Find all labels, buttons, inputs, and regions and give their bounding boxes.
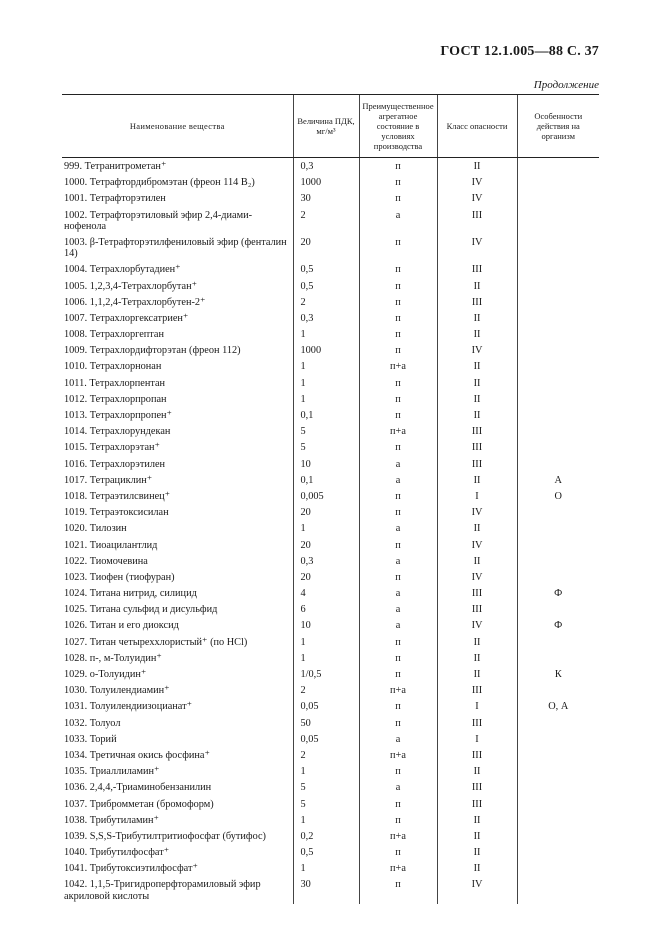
- hazard-class: IV: [437, 504, 517, 520]
- table-row: [62, 472, 599, 488]
- hazard-class: II: [437, 391, 517, 407]
- substance-name: 1031. Толуилендиизоцианат⁺: [64, 701, 193, 713]
- body-effect: [517, 375, 599, 391]
- body-effect: [517, 504, 599, 520]
- table-row: [62, 812, 599, 828]
- column-header-features: Особенности действия на организм: [517, 95, 599, 158]
- body-effect: Ф: [517, 617, 599, 633]
- table-row: [62, 844, 599, 860]
- aggregate-state: п: [359, 261, 437, 277]
- substance-name: 1028. п-, м-Толуидин⁺: [64, 652, 162, 664]
- continuation-label: Продолжение: [533, 79, 599, 91]
- substance-name: 1017. Тетрациклин⁺: [64, 474, 153, 486]
- hazard-class: I: [437, 731, 517, 747]
- hazard-class: I: [437, 488, 517, 504]
- pdk-value: 20: [293, 569, 359, 585]
- page-header: ГОСТ 12.1.005—88 С. 37: [440, 44, 599, 59]
- aggregate-state: п: [359, 698, 437, 714]
- hazard-class: II: [437, 763, 517, 779]
- body-effect: К: [517, 666, 599, 682]
- pdk-value: 0,5: [293, 277, 359, 293]
- body-effect: [517, 731, 599, 747]
- aggregate-state: п: [359, 158, 437, 175]
- body-effect: [517, 860, 599, 876]
- hazard-class: II: [437, 158, 517, 175]
- aggregate-state: а: [359, 585, 437, 601]
- pdk-value: 30: [293, 876, 359, 903]
- table-row: [62, 456, 599, 472]
- body-effect: [517, 569, 599, 585]
- body-effect: [517, 650, 599, 666]
- body-effect: [517, 326, 599, 342]
- body-effect: А: [517, 472, 599, 488]
- body-effect: [517, 310, 599, 326]
- table-row: [62, 617, 599, 633]
- pdk-value: 0,2: [293, 828, 359, 844]
- hazard-class: II: [437, 634, 517, 650]
- substance-name: 1020. Тилозин: [64, 523, 127, 535]
- substance-name: 1011. Тетрахлорпентан: [64, 377, 166, 389]
- hazard-class: II: [437, 860, 517, 876]
- substance-name: 1022. Тиомочевина: [64, 555, 148, 567]
- table-row: [62, 439, 599, 455]
- body-effect: [517, 158, 599, 175]
- hazard-class: IV: [437, 569, 517, 585]
- body-effect: [517, 747, 599, 763]
- substance-name: 1030. Толуилендиамин⁺: [64, 685, 170, 697]
- aggregate-state: п: [359, 666, 437, 682]
- pdk-value: 20: [293, 504, 359, 520]
- body-effect: Ф: [517, 585, 599, 601]
- substance-name: 1007. Тетрахлоргексатриен⁺: [64, 312, 189, 324]
- aggregate-state: п: [359, 763, 437, 779]
- substance-name: 1039. S,S,S-Трибутилтритиофосфат (бутифос): [64, 830, 266, 842]
- substance-name: 1009. Тетрахлордифторэтан (фреон 112): [64, 345, 241, 357]
- pdk-value: 0,005: [293, 488, 359, 504]
- pdk-value: 1/0,5: [293, 666, 359, 682]
- table-row: [62, 277, 599, 293]
- substance-name: 1036. 2,4,4,-Триаминобензанилин: [64, 782, 212, 794]
- pdk-value: 20: [293, 234, 359, 261]
- substance-name: 1027. Титан четыреххлористый⁺ (по HCl): [64, 636, 248, 648]
- hazard-class: III: [437, 439, 517, 455]
- aggregate-state: а: [359, 206, 437, 233]
- pdk-value: 10: [293, 456, 359, 472]
- body-effect: [517, 536, 599, 552]
- substance-name: 1029. о-Толуидин⁺: [64, 669, 147, 681]
- substance-name: 1040. Трибутилфосфат⁺: [64, 847, 170, 859]
- substance-name: 1008. Тетрахлоргептан: [64, 329, 165, 341]
- pdk-value: 5: [293, 779, 359, 795]
- table-row: [62, 828, 599, 844]
- substance-name: 1014. Тетрахлорундекан: [64, 426, 171, 438]
- pdk-value: 2: [293, 747, 359, 763]
- aggregate-state: п: [359, 504, 437, 520]
- table-row: [62, 731, 599, 747]
- pdk-value: 50: [293, 715, 359, 731]
- body-effect: [517, 682, 599, 698]
- table-row: [62, 698, 599, 714]
- column-header-pdk: Величина ПДК, мг/м³: [293, 95, 359, 158]
- body-effect: [517, 634, 599, 650]
- aggregate-state: п: [359, 634, 437, 650]
- body-effect: [517, 439, 599, 455]
- aggregate-state: п: [359, 715, 437, 731]
- substance-name: 1015. Тетрахлорэтан⁺: [64, 442, 160, 454]
- column-header-hazard-class: Класс опасности: [437, 95, 517, 158]
- table-row: [62, 190, 599, 206]
- hazard-class: III: [437, 715, 517, 731]
- hazard-class: IV: [437, 174, 517, 190]
- pdk-value: 0,3: [293, 158, 359, 175]
- table-row: [62, 342, 599, 358]
- aggregate-state: а: [359, 601, 437, 617]
- pdk-value: 1: [293, 860, 359, 876]
- hazard-class: III: [437, 585, 517, 601]
- aggregate-state: п+а: [359, 747, 437, 763]
- hazard-class: III: [437, 779, 517, 795]
- table-row: [62, 294, 599, 310]
- table-row: [62, 391, 599, 407]
- pdk-value: 30: [293, 190, 359, 206]
- substance-name: 1002. Тетрафторэтиловый эфир 2,4-диаминофенола: [64, 209, 253, 232]
- pdk-value: 0,5: [293, 261, 359, 277]
- pdk-value: 10: [293, 617, 359, 633]
- pdk-value: 0,1: [293, 407, 359, 423]
- pdk-value: 0,05: [293, 731, 359, 747]
- body-effect: [517, 715, 599, 731]
- substance-name: 1019. Тетраэтоксисилан: [64, 507, 169, 519]
- aggregate-state: п: [359, 650, 437, 666]
- body-effect: [517, 779, 599, 795]
- hazard-class: II: [437, 407, 517, 423]
- pdk-value: 5: [293, 439, 359, 455]
- hazard-class: II: [437, 828, 517, 844]
- aggregate-state: а: [359, 456, 437, 472]
- aggregate-state: п: [359, 812, 437, 828]
- aggregate-state: п: [359, 536, 437, 552]
- hazard-class: I: [437, 698, 517, 714]
- aggregate-state: а: [359, 553, 437, 569]
- hazard-class: III: [437, 682, 517, 698]
- table-row: [62, 682, 599, 698]
- hazard-class: III: [437, 795, 517, 811]
- table-row: [62, 407, 599, 423]
- hazard-class: II: [437, 277, 517, 293]
- pdk-value: 2: [293, 682, 359, 698]
- hazard-class: IV: [437, 190, 517, 206]
- table-row: [62, 779, 599, 795]
- hazard-class: II: [437, 553, 517, 569]
- aggregate-state: п: [359, 391, 437, 407]
- table-row: [62, 666, 599, 682]
- table-row: [62, 261, 599, 277]
- table-row: [62, 174, 599, 190]
- body-effect: [517, 520, 599, 536]
- pdk-value: 4: [293, 585, 359, 601]
- table-row: [62, 158, 599, 175]
- hazard-class: III: [437, 601, 517, 617]
- body-effect: О: [517, 488, 599, 504]
- hazard-class: III: [437, 206, 517, 233]
- hazard-class: III: [437, 456, 517, 472]
- hazard-class: III: [437, 423, 517, 439]
- body-effect: [517, 812, 599, 828]
- table-row: [62, 860, 599, 876]
- pdk-value: 5: [293, 795, 359, 811]
- aggregate-state: п: [359, 844, 437, 860]
- hazard-class: II: [437, 844, 517, 860]
- aggregate-state: п: [359, 326, 437, 342]
- pdk-value: 1: [293, 375, 359, 391]
- table-row: [62, 569, 599, 585]
- aggregate-state: а: [359, 731, 437, 747]
- aggregate-state: п: [359, 439, 437, 455]
- body-effect: [517, 190, 599, 206]
- substance-name: 999. Тетранитрометан⁺: [64, 161, 167, 172]
- table-row: [62, 423, 599, 439]
- hazard-class: IV: [437, 876, 517, 903]
- table-row: [62, 326, 599, 342]
- table-row: [62, 488, 599, 504]
- pdk-value: 1: [293, 391, 359, 407]
- hazard-class: III: [437, 747, 517, 763]
- aggregate-state: п: [359, 234, 437, 261]
- table-row: [62, 876, 599, 903]
- table-row: [62, 206, 599, 233]
- pdk-value: 0,3: [293, 310, 359, 326]
- hazard-class: II: [437, 310, 517, 326]
- table-row: [62, 553, 599, 569]
- substance-name: 1003. β-Тетрафторэтилфениловый эфир (фенталин 14): [64, 236, 287, 260]
- body-effect: [517, 358, 599, 374]
- pdk-value: 0,3: [293, 553, 359, 569]
- pdk-value: 1: [293, 520, 359, 536]
- body-effect: [517, 828, 599, 844]
- hazard-class: IV: [437, 617, 517, 633]
- pdk-value: 1: [293, 763, 359, 779]
- substance-name: 1032. Толуол: [64, 717, 121, 729]
- body-effect: [517, 456, 599, 472]
- hazard-class: IV: [437, 536, 517, 552]
- substance-name: 1042. 1,1,5-Тригидроперфторамиловый эфир акриловой кислоты: [64, 879, 261, 902]
- table-header-row: [62, 95, 599, 158]
- aggregate-state: а: [359, 779, 437, 795]
- aggregate-state: п: [359, 488, 437, 504]
- body-effect: [517, 601, 599, 617]
- hazard-class: II: [437, 650, 517, 666]
- hazard-class: II: [437, 326, 517, 342]
- substance-name: 1035. Триаллиламин⁺: [64, 766, 160, 778]
- table-row: [62, 795, 599, 811]
- column-header-name: Наименование вещества: [62, 95, 293, 158]
- table-row: [62, 358, 599, 374]
- aggregate-state: п: [359, 407, 437, 423]
- hazard-class: II: [437, 472, 517, 488]
- body-effect: [517, 277, 599, 293]
- pdk-value: 2: [293, 206, 359, 233]
- body-effect: [517, 174, 599, 190]
- pdk-value: 5: [293, 423, 359, 439]
- substance-name: 1016. Тетрахлорэтилен: [64, 458, 166, 470]
- body-effect: О, А: [517, 698, 599, 714]
- body-effect: [517, 294, 599, 310]
- body-effect: [517, 206, 599, 233]
- hazard-class: IV: [437, 234, 517, 261]
- pdk-value: 1: [293, 326, 359, 342]
- pdk-value: 6: [293, 601, 359, 617]
- hazard-class: II: [437, 375, 517, 391]
- substance-name: 1004. Тетрахлорбутадиен⁺: [64, 264, 181, 276]
- substance-name: 1025. Титана сульфид и дисульфид: [64, 604, 218, 616]
- body-effect: [517, 407, 599, 423]
- pdk-value: 0,05: [293, 698, 359, 714]
- body-effect: [517, 423, 599, 439]
- substance-name: 1006. 1,1,2,4-Тетрахлорбутен-2⁺: [64, 296, 206, 308]
- aggregate-state: п: [359, 569, 437, 585]
- substance-name: 1012. Тетрахлорпропан: [64, 393, 167, 405]
- substance-name: 1001. Тетрафторэтилен: [64, 193, 166, 205]
- pdk-value: 2: [293, 294, 359, 310]
- pdk-value: 1000: [293, 174, 359, 190]
- body-effect: [517, 795, 599, 811]
- table-row: [62, 634, 599, 650]
- body-effect: [517, 342, 599, 358]
- table-row: [62, 375, 599, 391]
- aggregate-state: п: [359, 310, 437, 326]
- hazard-class: II: [437, 520, 517, 536]
- body-effect: [517, 391, 599, 407]
- aggregate-state: а: [359, 617, 437, 633]
- aggregate-state: п: [359, 190, 437, 206]
- body-effect: [517, 261, 599, 277]
- substance-name: 1038. Трибутиламин⁺: [64, 814, 159, 826]
- aggregate-state: п: [359, 174, 437, 190]
- aggregate-state: п+а: [359, 828, 437, 844]
- aggregate-state: п: [359, 876, 437, 903]
- hazard-class: II: [437, 358, 517, 374]
- table-row: [62, 585, 599, 601]
- aggregate-state: п: [359, 277, 437, 293]
- substance-name: 1013. Тетрахлорпропен⁺: [64, 410, 172, 422]
- table-row: [62, 601, 599, 617]
- pdk-value: 1: [293, 358, 359, 374]
- table-row: [62, 747, 599, 763]
- table-row: [62, 650, 599, 666]
- hazard-class: II: [437, 666, 517, 682]
- body-effect: [517, 876, 599, 903]
- substance-name: 1033. Торий: [64, 733, 117, 745]
- body-effect: [517, 763, 599, 779]
- aggregate-state: п+а: [359, 358, 437, 374]
- table-row: [62, 310, 599, 326]
- substance-name: 1041. Трибутоксиэтилфосфат⁺: [64, 863, 198, 875]
- substance-name: 1026. Титан и его диоксид: [64, 620, 179, 632]
- pdk-value: 0,1: [293, 472, 359, 488]
- body-effect: [517, 844, 599, 860]
- table-row: [62, 234, 599, 261]
- substance-name: 1000. Тетрафтордибромэтан (фреон 114 В₂): [64, 177, 255, 189]
- pdk-value: 1000: [293, 342, 359, 358]
- aggregate-state: а: [359, 472, 437, 488]
- aggregate-state: п+а: [359, 860, 437, 876]
- substance-name: 1034. Третичная окись фосфина⁺: [64, 749, 210, 761]
- hazard-class: III: [437, 261, 517, 277]
- substance-name: 1023. Тиофен (тиофуран): [64, 571, 175, 583]
- pdk-value: 1: [293, 650, 359, 666]
- aggregate-state: п: [359, 795, 437, 811]
- substance-name: 1010. Тетрахлорнонан: [64, 361, 162, 373]
- aggregate-state: п+а: [359, 682, 437, 698]
- hazard-class: III: [437, 294, 517, 310]
- substance-name: 1005. 1,2,3,4-Тетрахлорбутан⁺: [64, 280, 198, 292]
- aggregate-state: п: [359, 342, 437, 358]
- substance-table: [62, 94, 599, 904]
- aggregate-state: п+а: [359, 423, 437, 439]
- hazard-class: II: [437, 812, 517, 828]
- pdk-value: 1: [293, 812, 359, 828]
- aggregate-state: п: [359, 375, 437, 391]
- aggregate-state: а: [359, 520, 437, 536]
- table-row: [62, 504, 599, 520]
- body-effect: [517, 234, 599, 261]
- table-row: [62, 520, 599, 536]
- pdk-value: 1: [293, 634, 359, 650]
- hazard-class: IV: [437, 342, 517, 358]
- pdk-value: 20: [293, 536, 359, 552]
- substance-name: 1018. Тетраэтилсвинец⁺: [64, 490, 171, 502]
- substance-name: 1037. Трибромметан (бромоформ): [64, 798, 214, 810]
- aggregate-state: п: [359, 294, 437, 310]
- table-row: [62, 763, 599, 779]
- body-effect: [517, 553, 599, 569]
- table-row: [62, 536, 599, 552]
- pdk-value: 0,5: [293, 844, 359, 860]
- table-row: [62, 715, 599, 731]
- column-header-state: Преимущественное агрегатное состояние в условиях производства: [359, 95, 437, 158]
- substance-name: 1021. Тиоацилантлид: [64, 539, 158, 551]
- substance-name: 1024. Титана нитрид, силицид: [64, 588, 197, 600]
